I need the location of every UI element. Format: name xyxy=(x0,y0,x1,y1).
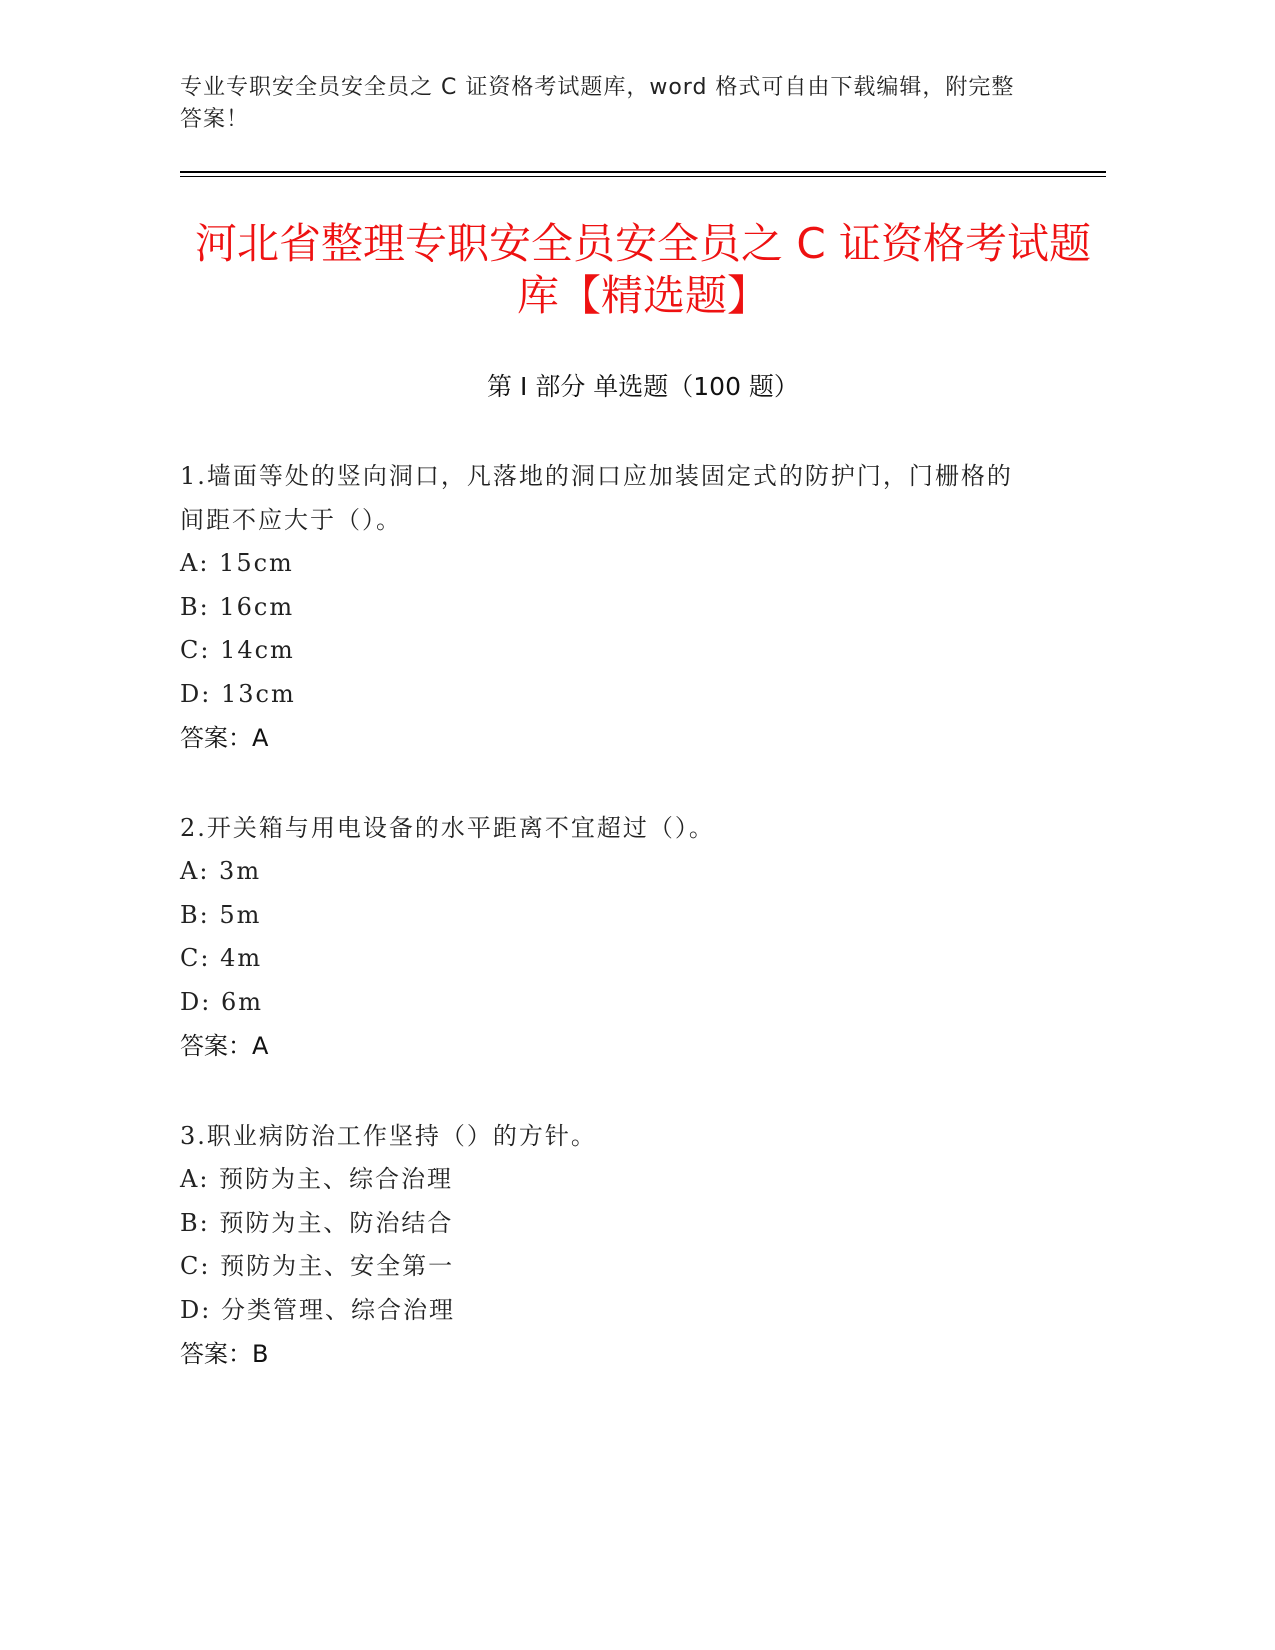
header-divider-thin xyxy=(180,176,1106,177)
question-stem: 3.职业病防治工作坚持（）的方针。 xyxy=(180,1122,597,1150)
option-a: A: 15cm xyxy=(180,549,294,577)
header-divider-thick xyxy=(180,171,1106,173)
document-title: 河北省整理专职安全员安全员之 C 证资格考试题库【精选题】 xyxy=(194,219,1092,320)
option-d: D: 分类管理、综合治理 xyxy=(180,1295,455,1324)
question-2 xyxy=(180,806,1030,1068)
question-stem: 1.墙面等处的竖向洞口，凡落地的洞口应加装固定式的防护门，门栅格的间距不应大于（）。 xyxy=(180,462,1013,534)
header-note: 专业专职安全员安全员之 C 证资格考试题库，word 格式可自由下载编辑，附完整答案！ xyxy=(180,75,1015,132)
option-c: C: 14cm xyxy=(180,636,295,664)
section-title: 第 I 部分 单选题（100 题） xyxy=(487,372,799,401)
option-d: D: 13cm xyxy=(180,679,296,708)
question-stem: 2.开关箱与用电设备的水平距离不宜超过（）。 xyxy=(180,814,715,842)
option-a: A: 3m xyxy=(180,857,262,885)
option-c: C: 预防为主、安全第一 xyxy=(180,1252,455,1280)
answer: 答案：B xyxy=(180,1340,269,1368)
question-1 xyxy=(180,454,1030,760)
option-a: A: 预防为主、综合治理 xyxy=(180,1165,454,1193)
question-3 xyxy=(180,1114,1030,1376)
question-list xyxy=(180,454,1030,1422)
option-c: C: 4m xyxy=(180,944,263,972)
option-d: D: 6m xyxy=(180,987,263,1016)
answer: 答案：A xyxy=(180,724,269,752)
option-b: B: 预防为主、防治结合 xyxy=(180,1208,454,1237)
answer: 答案：A xyxy=(180,1032,269,1060)
option-b: B: 5m xyxy=(180,900,262,929)
option-b: B: 16cm xyxy=(180,592,295,621)
